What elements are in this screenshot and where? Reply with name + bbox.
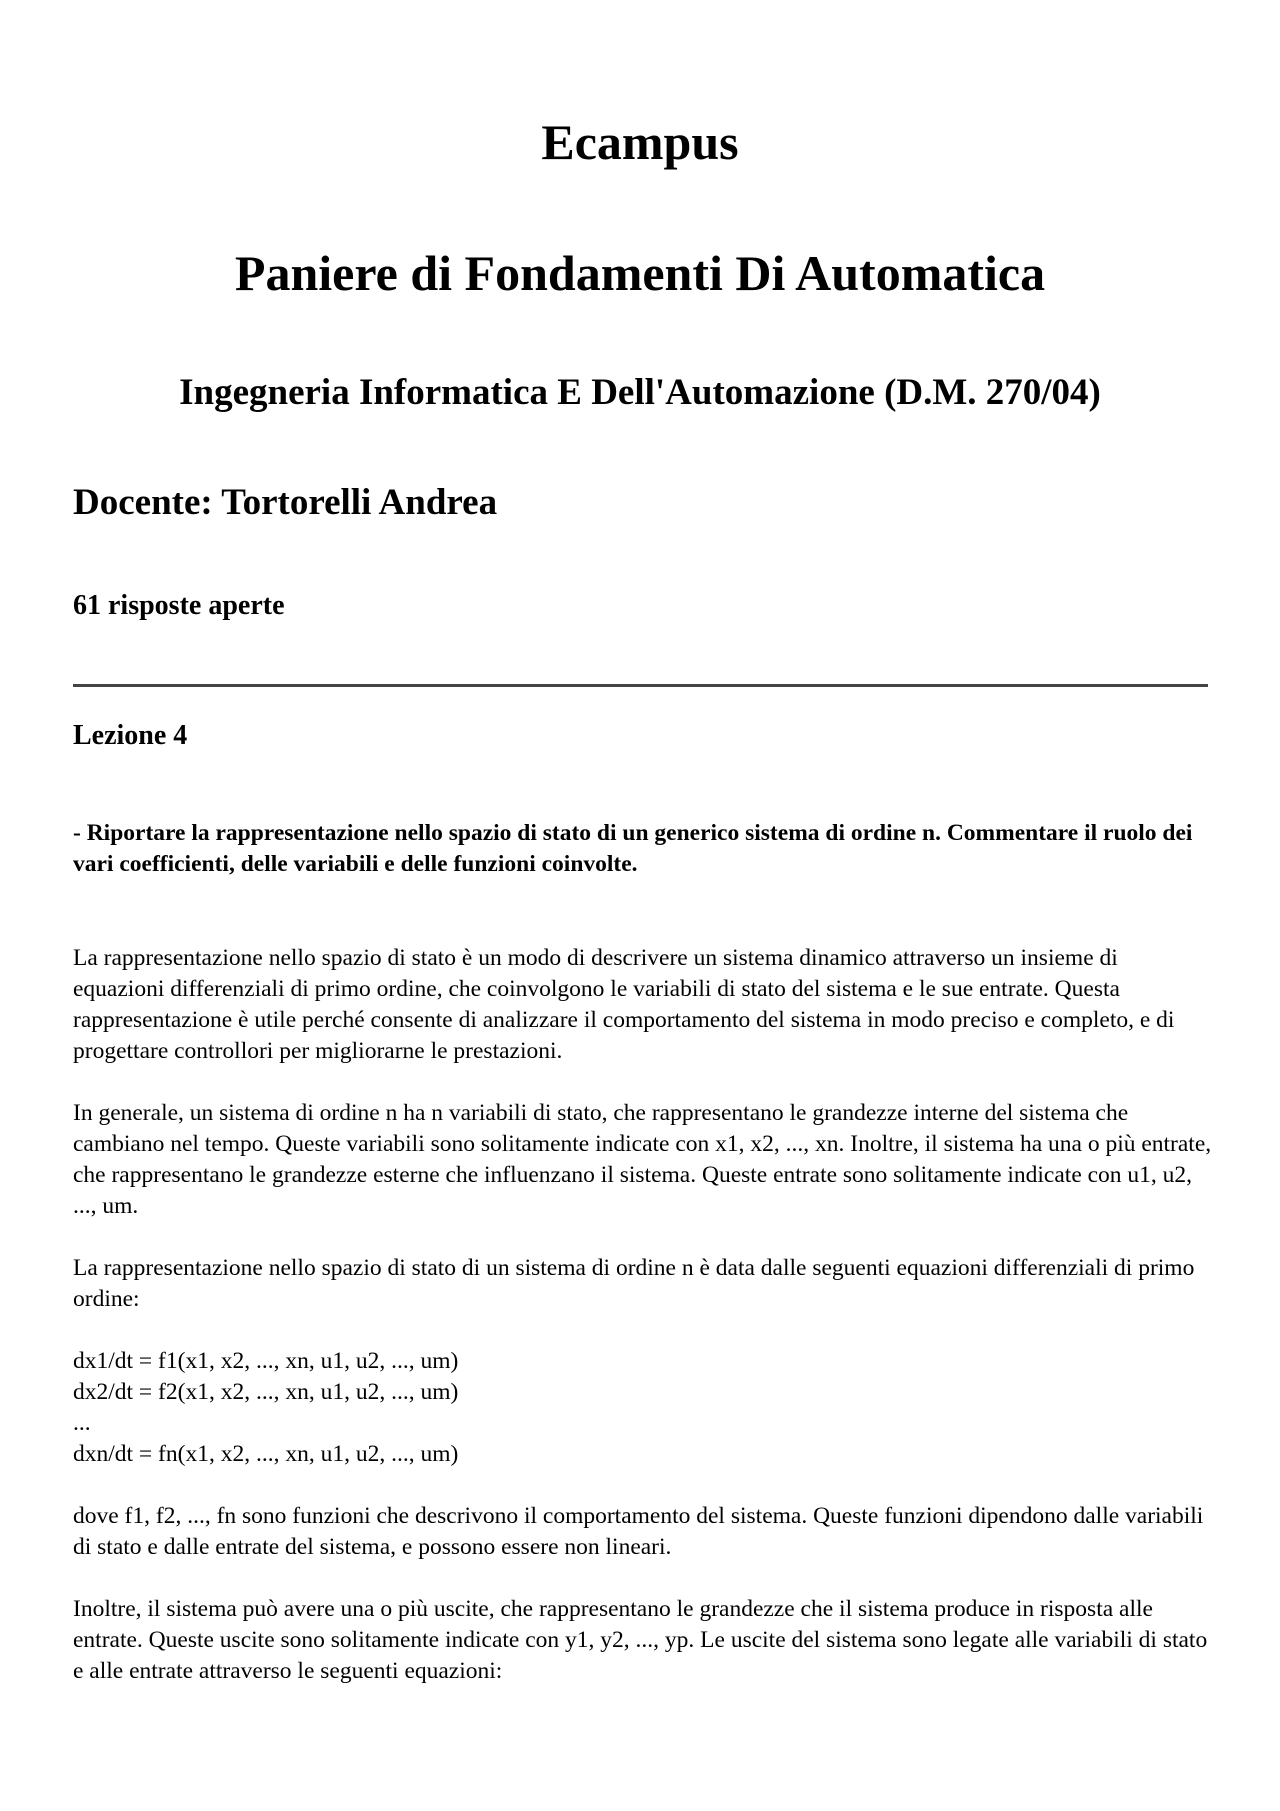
equation-line: dx1/dt = f1(x1, x2, ..., xn, u1, u2, ..., um): [73, 1348, 459, 1374]
question-text: - Riportare la rappresentazione nello spazio di stato di un generico sistema di ordine n. Commentare il ruolo dei vari coefficienti, delle variabili e delle funzioni coinvolte.: [73, 820, 1193, 877]
equation-line: dx2/dt = f2(x1, x2, ..., xn, u1, u2, ..., um): [73, 1379, 459, 1405]
answer-paragraph: In generale, un sistema di ordine n ha n variabili di stato, che rappresentano le grandezze interne del sistema che cambiano nel tempo. Queste variabili sono solitamente indicate con x1, x2, ..., xn. Inoltre, il sistema ha una o più entrate, che rappresentano le grandezze esterne che influenzano il sistema. Queste entrate sono solitamente indicate con u1, u2, ..., um.: [73, 1100, 1212, 1219]
course-title: Paniere di Fondamenti Di Automatica: [234, 245, 1046, 301]
answer-body: [73, 943, 1213, 1718]
answer-paragraph: Inoltre, il sistema può avere una o più uscite, che rappresentano le grandezze che il sistema produce in risposta alle entrate. Queste uscite sono solitamente indicate con y1, y2, ..., yp. Le uscite del sistema sono legate alle variabili di stato e alle entrate attraverso le seguenti equazioni:: [73, 1596, 1208, 1684]
equation-line: dxn/dt = fn(x1, x2, ..., xn, u1, u2, ..., um): [73, 1441, 459, 1467]
answer-paragraph: La rappresentazione nello spazio di stato è un modo di descrivere un sistema dinamico attraverso un insieme di equazioni differenziali di primo ordine, che coinvolgono le variabili di stato del sistema e le sue entrate. Questa rappresentazione è utile perché consente di analizzare il comportamento del sistema in modo preciso e completo, e di progettare controllori per migliorarne le prestazioni.: [73, 945, 1175, 1064]
site-title: Ecampus: [541, 114, 739, 170]
answer-count: 61 risposte aperte: [73, 590, 285, 621]
lesson-title: Lezione 4: [73, 720, 188, 751]
section-divider: [73, 684, 1208, 687]
degree-title: Ingegneria Informatica E Dell'Automazione (D.M. 270/04): [179, 372, 1101, 413]
answer-paragraph: La rappresentazione nello spazio di stato di un sistema di ordine n è data dalle seguenti equazioni differenziali di primo ordine:: [73, 1255, 1195, 1312]
teacher-name: Docente: Tortorelli Andrea: [73, 482, 498, 523]
answer-paragraph: dove f1, f2, ..., fn sono funzioni che descrivono il comportamento del sistema. Queste funzioni dipendono dalle variabili di stato e dalle entrate del sistema, e possono essere non lineari.: [73, 1503, 1204, 1560]
equation-line: ...: [73, 1410, 91, 1436]
